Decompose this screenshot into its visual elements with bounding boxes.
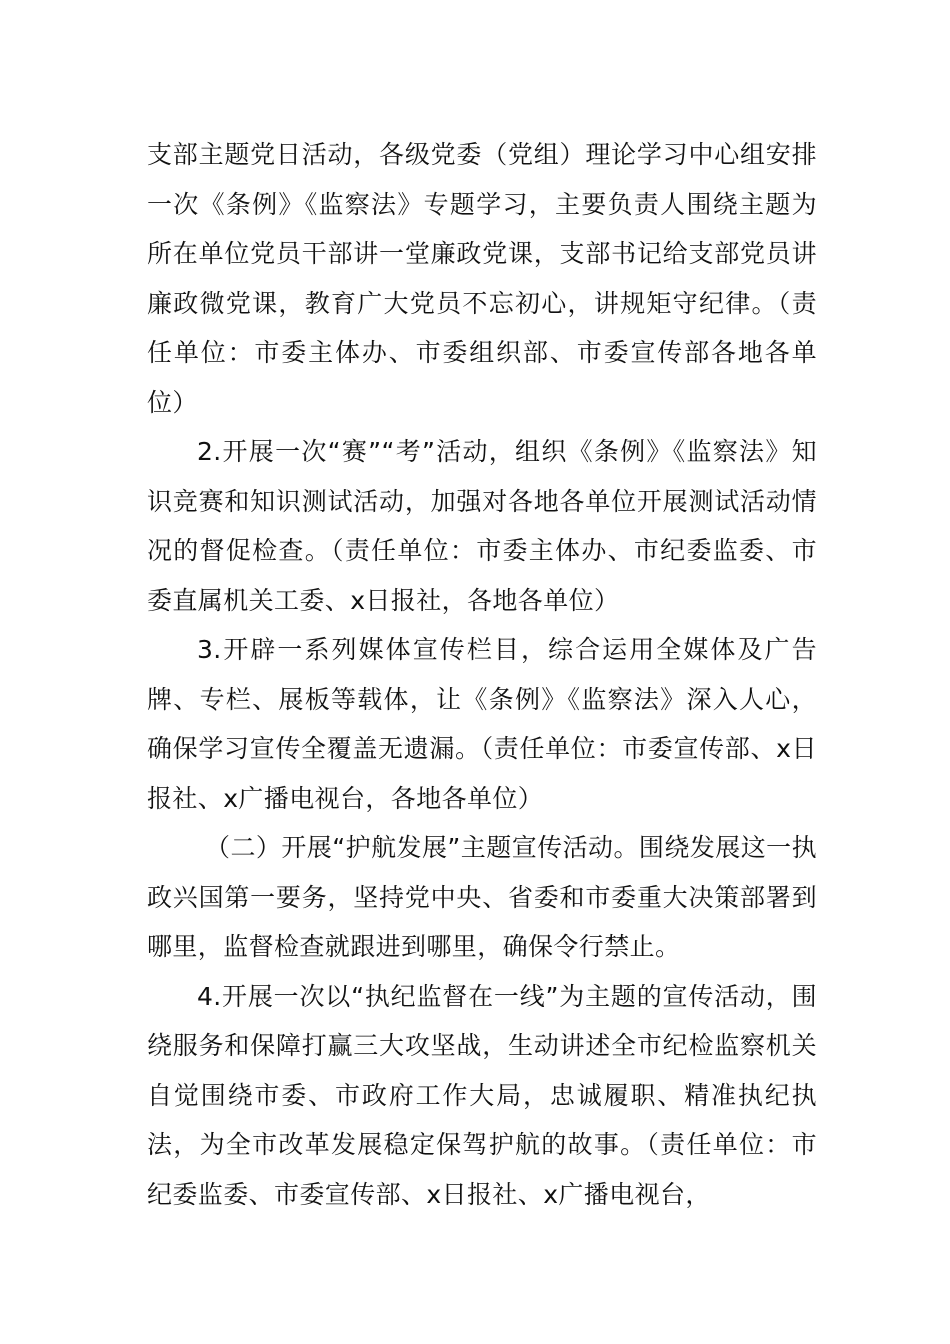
paragraph-item-2: 2.开展一次“赛”“考”活动，组织《条例》《监察法》知识竞赛和知识测试活动，加强对各地各单位开展测试活动情况的督促检查。（责任单位：市委主体办、市纪委监委、市委直属机关工委、x日报社，各地各单位） bbox=[147, 437, 817, 615]
document-body bbox=[147, 130, 817, 1219]
paragraph-item-4: 4.开展一次以“执纪监督在一线”为主题的宣传活动，围绕服务和保障打赢三大攻坚战，生动讲述全市纪检监察机关自觉围绕市委、市政府工作大局，忠诚履职、精准执纪执法，为全市改革发展稳定保驾护航的故事。（责任单位：市纪委监委、市委宣传部、x日报社、x广播电视台， bbox=[147, 981, 817, 1209]
paragraph-item-3: 3.开辟一系列媒体宣传栏目，综合运用全媒体及广告牌、专栏、展板等载体，让《条例》《监察法》深入人心，确保学习宣传全覆盖无遗漏。（责任单位：市委宣传部、x日报社、x广播电视台，各地各单位） bbox=[147, 635, 817, 813]
paragraph-continuation: 支部主题党日活动，各级党委（党组）理论学习中心组安排一次《条例》《监察法》专题学习，主要负责人围绕主题为所在单位党员干部讲一堂廉政党课，支部书记给支部党员讲廉政微党课，教育广大党员不忘初心，讲规矩守纪律。（责任单位：市委主体办、市委组织部、市委宣传部各地各单位） bbox=[147, 140, 817, 417]
paragraph-section-2: （二）开展“护航发展”主题宣传活动。围绕发展这一执政兴国第一要务，坚持党中央、省委和市委重大决策部署到哪里，监督检查就跟进到哪里，确保令行禁止。 bbox=[147, 833, 817, 961]
